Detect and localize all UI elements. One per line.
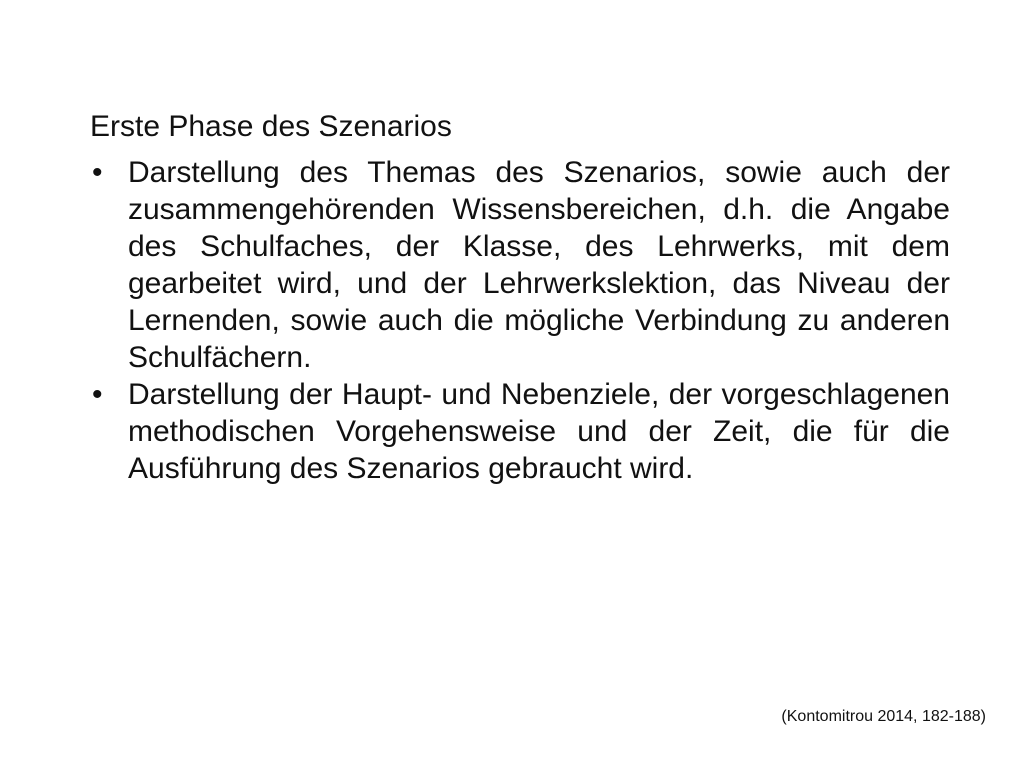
bullet-text: Darstellung des Themas des Szenarios, sowie auch der zusammengehörenden Wissensbereichen, d.h. die Angabe des Schulfaches, der Klasse, des Lehrwerks, mit dem gearbeitet wird, und der Lehrwerkslektion, das Niveau der Lernenden, sowie auch die mögliche Verbindung zu anderen Schulfächern. (128, 156, 950, 374)
slide-heading: Erste Phase des Szenarios (90, 110, 452, 143)
bullet-item (92, 376, 950, 487)
bullet-marker: • (92, 156, 103, 189)
bullet-marker: • (92, 378, 103, 411)
citation: (Kontomitrou 2014, 182-188) (781, 708, 986, 725)
bullet-text: Darstellung der Haupt- und Nebenziele, der vorgeschlagenen methodischen Vorgehensweise und der Zeit, die für die Ausführung des Szenarios gebraucht wird. (128, 378, 950, 485)
bullet-list (92, 154, 950, 487)
bullet-item (92, 154, 950, 376)
